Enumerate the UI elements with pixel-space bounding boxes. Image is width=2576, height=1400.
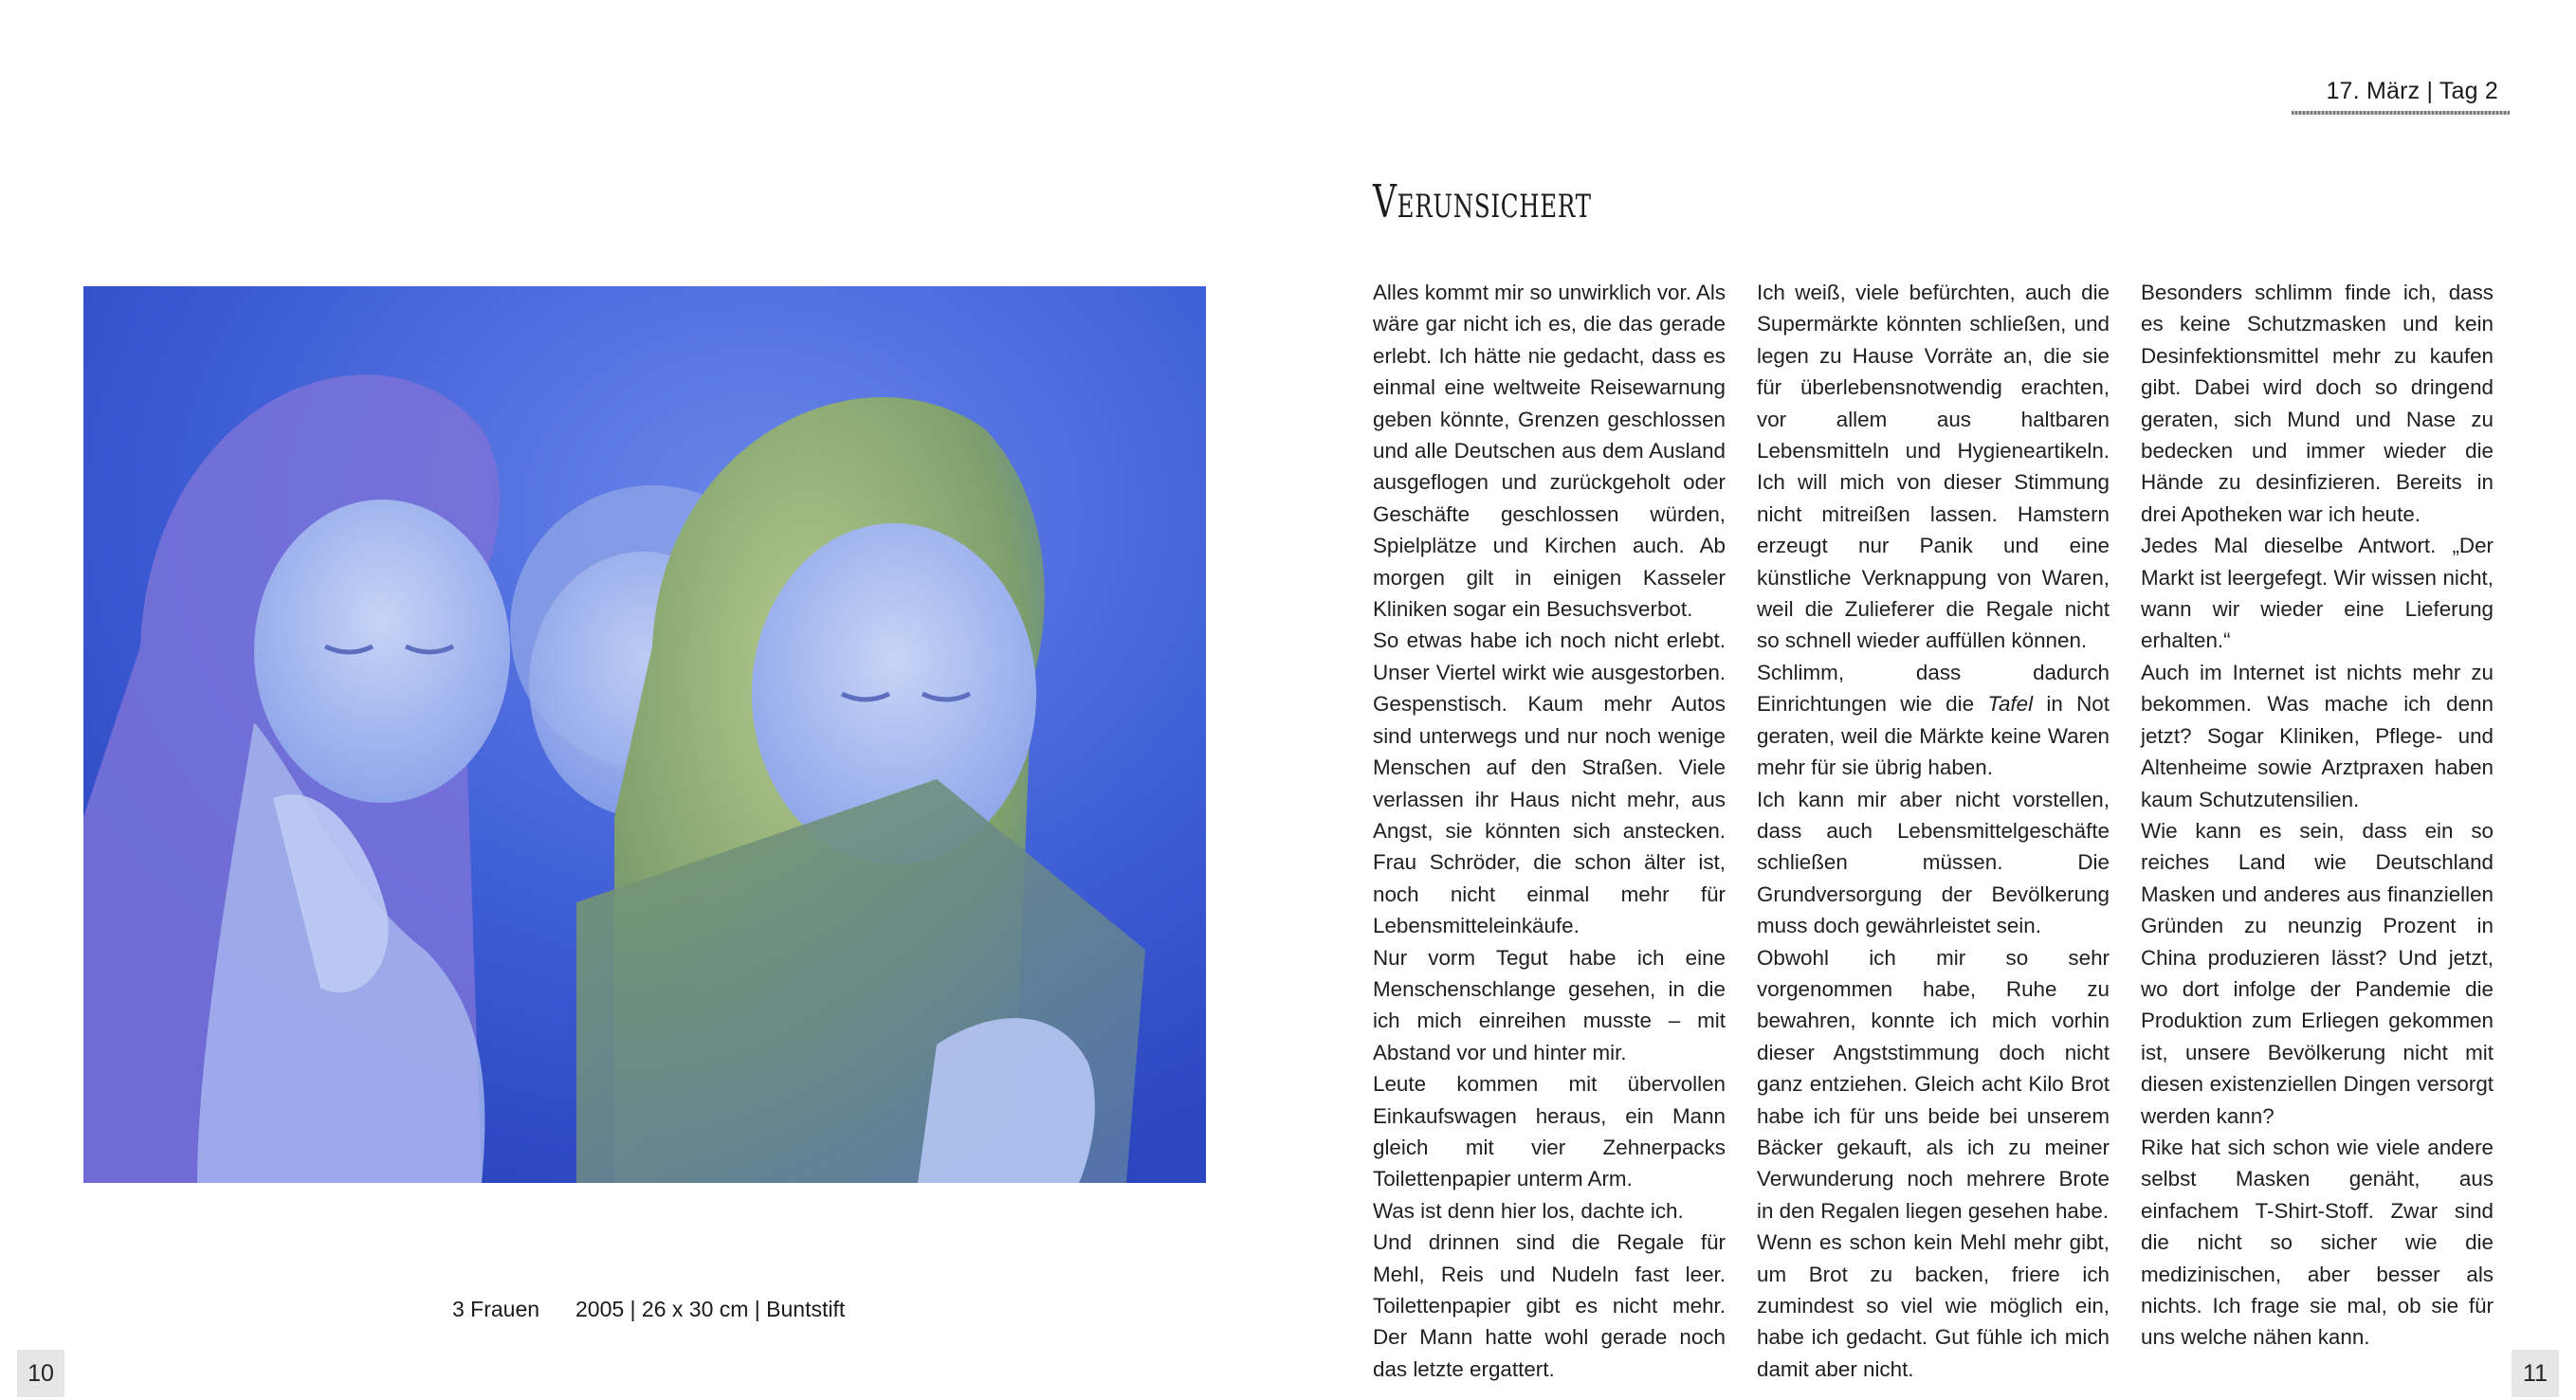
paragraph: Ich kann mir aber nicht vorstellen, dass auch Lebensmittelgeschäfte schließen müssen. Die Grundversorgung der Bevölkerung muss doch gewährleistet sein.: [1757, 787, 2110, 938]
paragraph: Wie kann es sein, dass ein so reiches Land wie Deutschland Masken und anderes aus finanziellen Gründen zu neunzig Prozent in China produzieren lässt? Und jetzt, wo dort infolge der Pandemie die Produktion zum Erliegen gekommen ist, unsere Bevölkerung nicht mit diesen existenziellen Dingen versorgt werden kann?: [2141, 818, 2494, 1128]
text-column-3: [2141, 277, 2494, 1354]
paragraph: Alles kommt mir so unwirklich vor. Als wäre gar nicht ich es, die das gerade erlebt. Ich hätte nie gedacht, dass es einmal eine weltweite Reisewarnung geben könnte, Grenzen geschlossen und alle Deutschen aus dem Ausland ausgeflogen und zurückgeholt oder Geschäfte geschlossen würden, Spielplätze und Kirchen auch. Ab morgen gilt in einigen Kasseler Kliniken sogar ein Besuchsverbot.: [1373, 281, 1726, 622]
page-number-right: 11: [2512, 1350, 2559, 1397]
text-span: in Not geraten, weil die Märkte keine Waren mehr für sie übrig haben.: [1757, 692, 2110, 780]
article-title: Verunsichert: [1373, 175, 1592, 228]
paragraph: Ich weiß, viele befürchten, auch die Supermärkte könnten schließen, und legen zu Hause Vorräte an, die sie für überlebensnotwendig erachten, vor allem aus haltbaren Lebensmitteln und Hygieneartikeln. Ich will mich von dieser Stimmung nicht mitreißen lassen. Hamstern erzeugt nur Panik und eine künstliche Verknappung von Waren, weil die Zulieferer die Regale nicht so schnell wieder auffüllen können.: [1757, 281, 2110, 653]
text-span: Schlimm, dass dadurch Einrichtungen wie die: [1757, 660, 2110, 717]
paragraph: Besonders schlimm finde ich, dass es keine Schutzmasken und kein Desinfektionsmittel mehr zu kaufen gibt. Dabei wird doch so dringend geraten, sich Mund und Nase zu bedecken und immer wieder die Hände zu desinfizieren. Bereits in drei Apotheken war ich heute.: [2141, 281, 2494, 526]
paragraph: Rike hat sich schon wie viele andere selbst Masken genäht, aus einfachem T-Shirt-Stoff. Zwar sind die nicht so sicher wie die medizinischen, aber besser als nichts. Ich frage sie mal, ob sie für uns welche nähen kann.: [2141, 1135, 2494, 1350]
paragraph: Jedes Mal dieselbe Antwort. „Der Markt ist leergefegt. Wir wissen nicht, wann wir wieder eine Lieferung erhalten.“: [2141, 534, 2494, 653]
paragraph: Leute kommen mit übervollen Einkaufswagen heraus, ein Mann gleich mit vier Zehnerpacks Toilettenpapier unterm Arm.: [1373, 1072, 1726, 1191]
paragraph: [1757, 657, 2110, 784]
artwork-image: [83, 286, 1206, 1183]
emphasis-tafel: Tafel: [1987, 692, 2034, 717]
text-column-1: [1373, 277, 1726, 1385]
artwork-caption-title: 3 Frauen: [452, 1297, 540, 1321]
header-divider: [2292, 111, 2510, 115]
paragraph: Wenn es schon kein Mehl mehr gibt, um Brot zu backen, friere ich zumindest so viel wie möglich ein, habe ich gedacht. Gut fühle ich mich damit aber nicht.: [1757, 1230, 2110, 1381]
paragraph: Obwohl ich mir so sehr vorgenommen habe, Ruhe zu bewahren, konnte ich mich vorhin dieser Angststimmung doch nicht ganz entziehen. Gleich acht Kilo Brot habe ich für uns beide bei unserem Bäcker gekauft, als ich zu meiner Verwunderung noch mehrere Brote in den Regalen liegen gesehen habe.: [1757, 945, 2110, 1223]
three-women-drawing: [83, 286, 1206, 1183]
paragraph: So etwas habe ich noch nicht erlebt. Unser Viertel wirkt wie ausgestorben. Gespenstisch. Kaum mehr Autos sind unterwegs und nur noch wenige Menschen auf den Straßen. Viele verlassen ihr Haus nicht mehr, aus Angst, sie könnten sich anstecken. Frau Schröder, die schon älter ist, noch nicht einmal mehr für Lebensmitteleinkäufe.: [1373, 628, 1726, 938]
page-number-left: 10: [17, 1350, 64, 1397]
text-column-2: [1757, 277, 2110, 1385]
artwork-caption-meta: 2005 | 26 x 30 cm | Buntstift: [575, 1297, 846, 1321]
paragraph: Und drinnen sind die Regale für Mehl, Reis und Nudeln fast leer. Toilettenpapier gibt es nicht mehr. Der Mann hatte wohl gerade noch das letzte ergattert.: [1373, 1230, 1726, 1381]
paragraph: Was ist denn hier los, dachte ich.: [1373, 1198, 1684, 1223]
chapter-date-header: 17. März | Tag 2: [2326, 78, 2498, 104]
paragraph: Auch im Internet ist nichts mehr zu bekommen. Was mache ich denn jetzt? Sogar Kliniken, Pflege- und Altenheime sowie Arztpraxen haben kaum Schutzutensilien.: [2141, 660, 2494, 811]
paragraph: Nur vorm Tegut habe ich eine Menschenschlange gesehen, in die ich mich einreihen musste – mit Abstand vor und hinter mir.: [1373, 945, 1726, 1064]
